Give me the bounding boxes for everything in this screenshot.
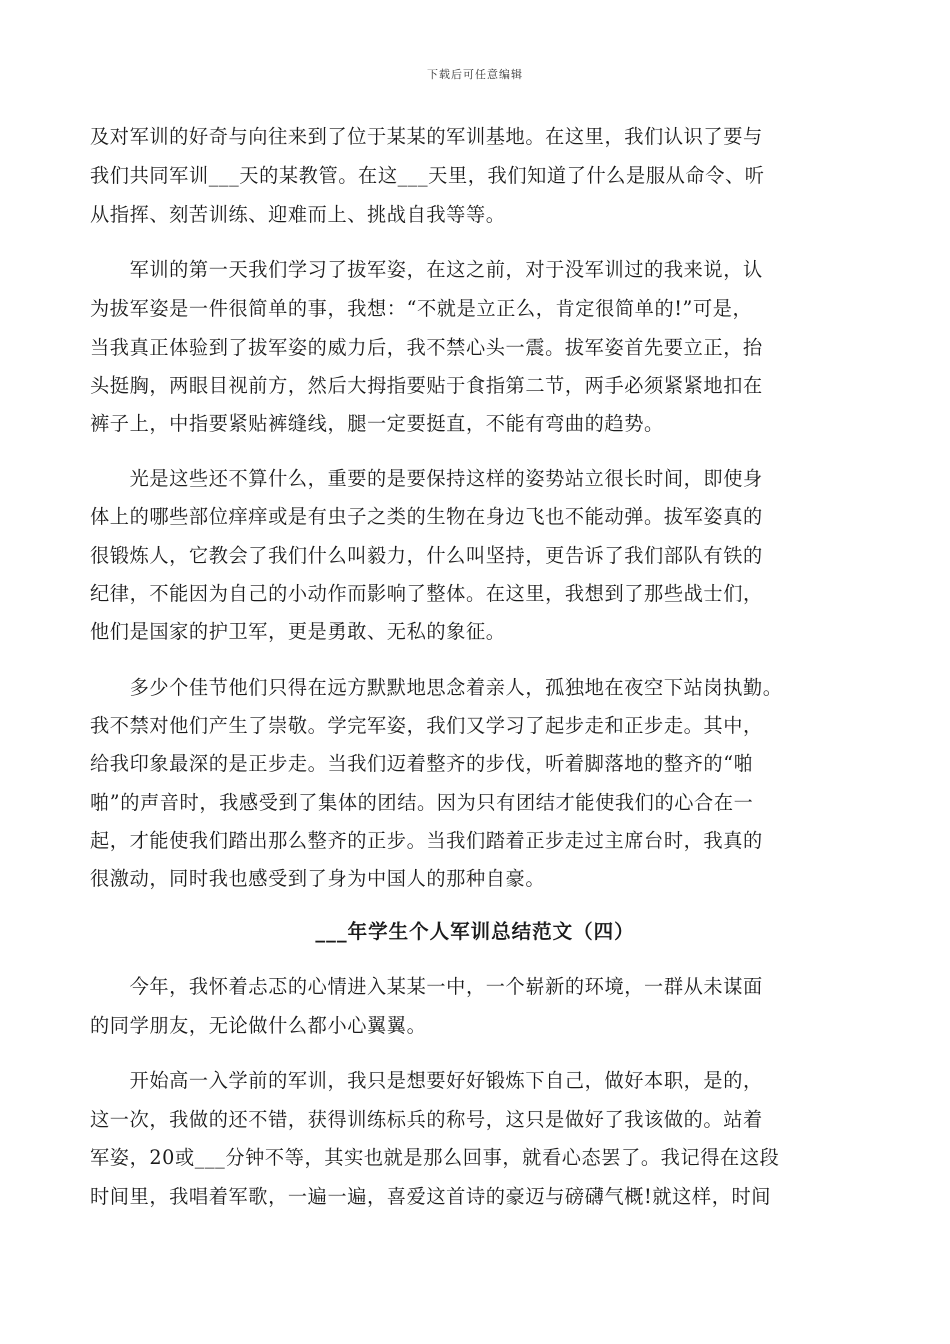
text-line: 为拔军姿是一件很简单的事，我想：“不就是立正么，肯定很简单的!”可是， <box>90 297 753 320</box>
text-line: 军姿，20或___分钟不等，其实也就是那么回事，就看心态罢了。我记得在这段 <box>90 1146 780 1169</box>
text-line: 这一次，我做的还不错，获得训练标兵的称号，这只是做好了我该做的。站着 <box>90 1108 763 1131</box>
text-line: 很激动，同时我也感受到了身为中国人的那种自豪。 <box>90 867 546 890</box>
text-line: 纪律，不能因为自己的小动作而影响了整体。在这里，我想到了那些战士们， <box>90 582 763 605</box>
text-line: 起，才能使我们踏出那么整齐的正步。当我们踏着正步走过主席台时，我真的 <box>90 829 763 852</box>
text-line: 军训的第一天我们学习了拔军姿，在这之前，对于没军训过的我来说，认 <box>90 258 763 281</box>
text-line: 他们是国家的护卫军，更是勇敢、无私的象征。 <box>90 620 506 643</box>
text-line: 今年，我怀着忐忑的心情进入某某一中，一个崭新的环境，一群从未谋面 <box>90 975 763 998</box>
text-line: 及对军训的好奇与向往来到了位于某某的军训基地。在这里，我们认识了要与 <box>90 125 763 148</box>
text-line: 时间里，我唱着军歌，一遍一遍，喜爱这首诗的豪迈与磅礴气概!就这样，时间 <box>90 1185 772 1208</box>
text-line: 很锻炼人，它教会了我们什么叫毅力，什么叫坚持，更告诉了我们部队有铁的 <box>90 544 763 567</box>
text-line: 我不禁对他们产生了崇敬。学完军姿，我们又学习了起步走和正步走。其中， <box>90 714 763 737</box>
text-line: 啪”的声音时，我感受到了集体的团结。因为只有团结才能使我们的心合在一 <box>90 791 754 814</box>
section-title: ___年学生个人军训总结范文（四） <box>315 920 635 943</box>
page-header: 下载后可任意编辑 <box>427 68 523 81</box>
text-line: 光是这些还不算什么，重要的是要保持这样的姿势站立很长时间，即使身 <box>90 467 763 490</box>
text-line: 体上的哪些部位痒痒或是有虫子之类的生物在身边飞也不能动弹。拔军姿真的 <box>90 505 763 528</box>
text-line: 头挺胸，两眼目视前方，然后大拇指要贴于食指第二节，两手必须紧紧地扣在 <box>90 374 763 397</box>
text-line: 开始高一入学前的军训，我只是想要好好锻炼下自己，做好本职，是的， <box>90 1069 763 1092</box>
text-line: 多少个佳节他们只得在远方默默地思念着亲人，孤独地在夜空下站岗执勤。 <box>90 676 783 699</box>
text-line: 的同学朋友，无论做什么都小心翼翼。 <box>90 1014 427 1037</box>
text-line: 从指挥、刻苦训练、迎难而上、挑战自我等等。 <box>90 203 506 226</box>
text-line: 我们共同军训___天的某教管。在这___天里，我们知道了什么是服从命令、听 <box>90 164 765 187</box>
text-line: 裤子上，中指要紧贴裤缝线，腿一定要挺直，不能有弯曲的趋势。 <box>90 412 664 435</box>
text-line: 给我印象最深的是正步走。当我们迈着整齐的步伐，听着脚落地的整齐的“啪 <box>90 752 754 775</box>
text-line: 当我真正体验到了拔军姿的威力后，我不禁心头一震。拔军姿首先要立正，抬 <box>90 336 763 359</box>
